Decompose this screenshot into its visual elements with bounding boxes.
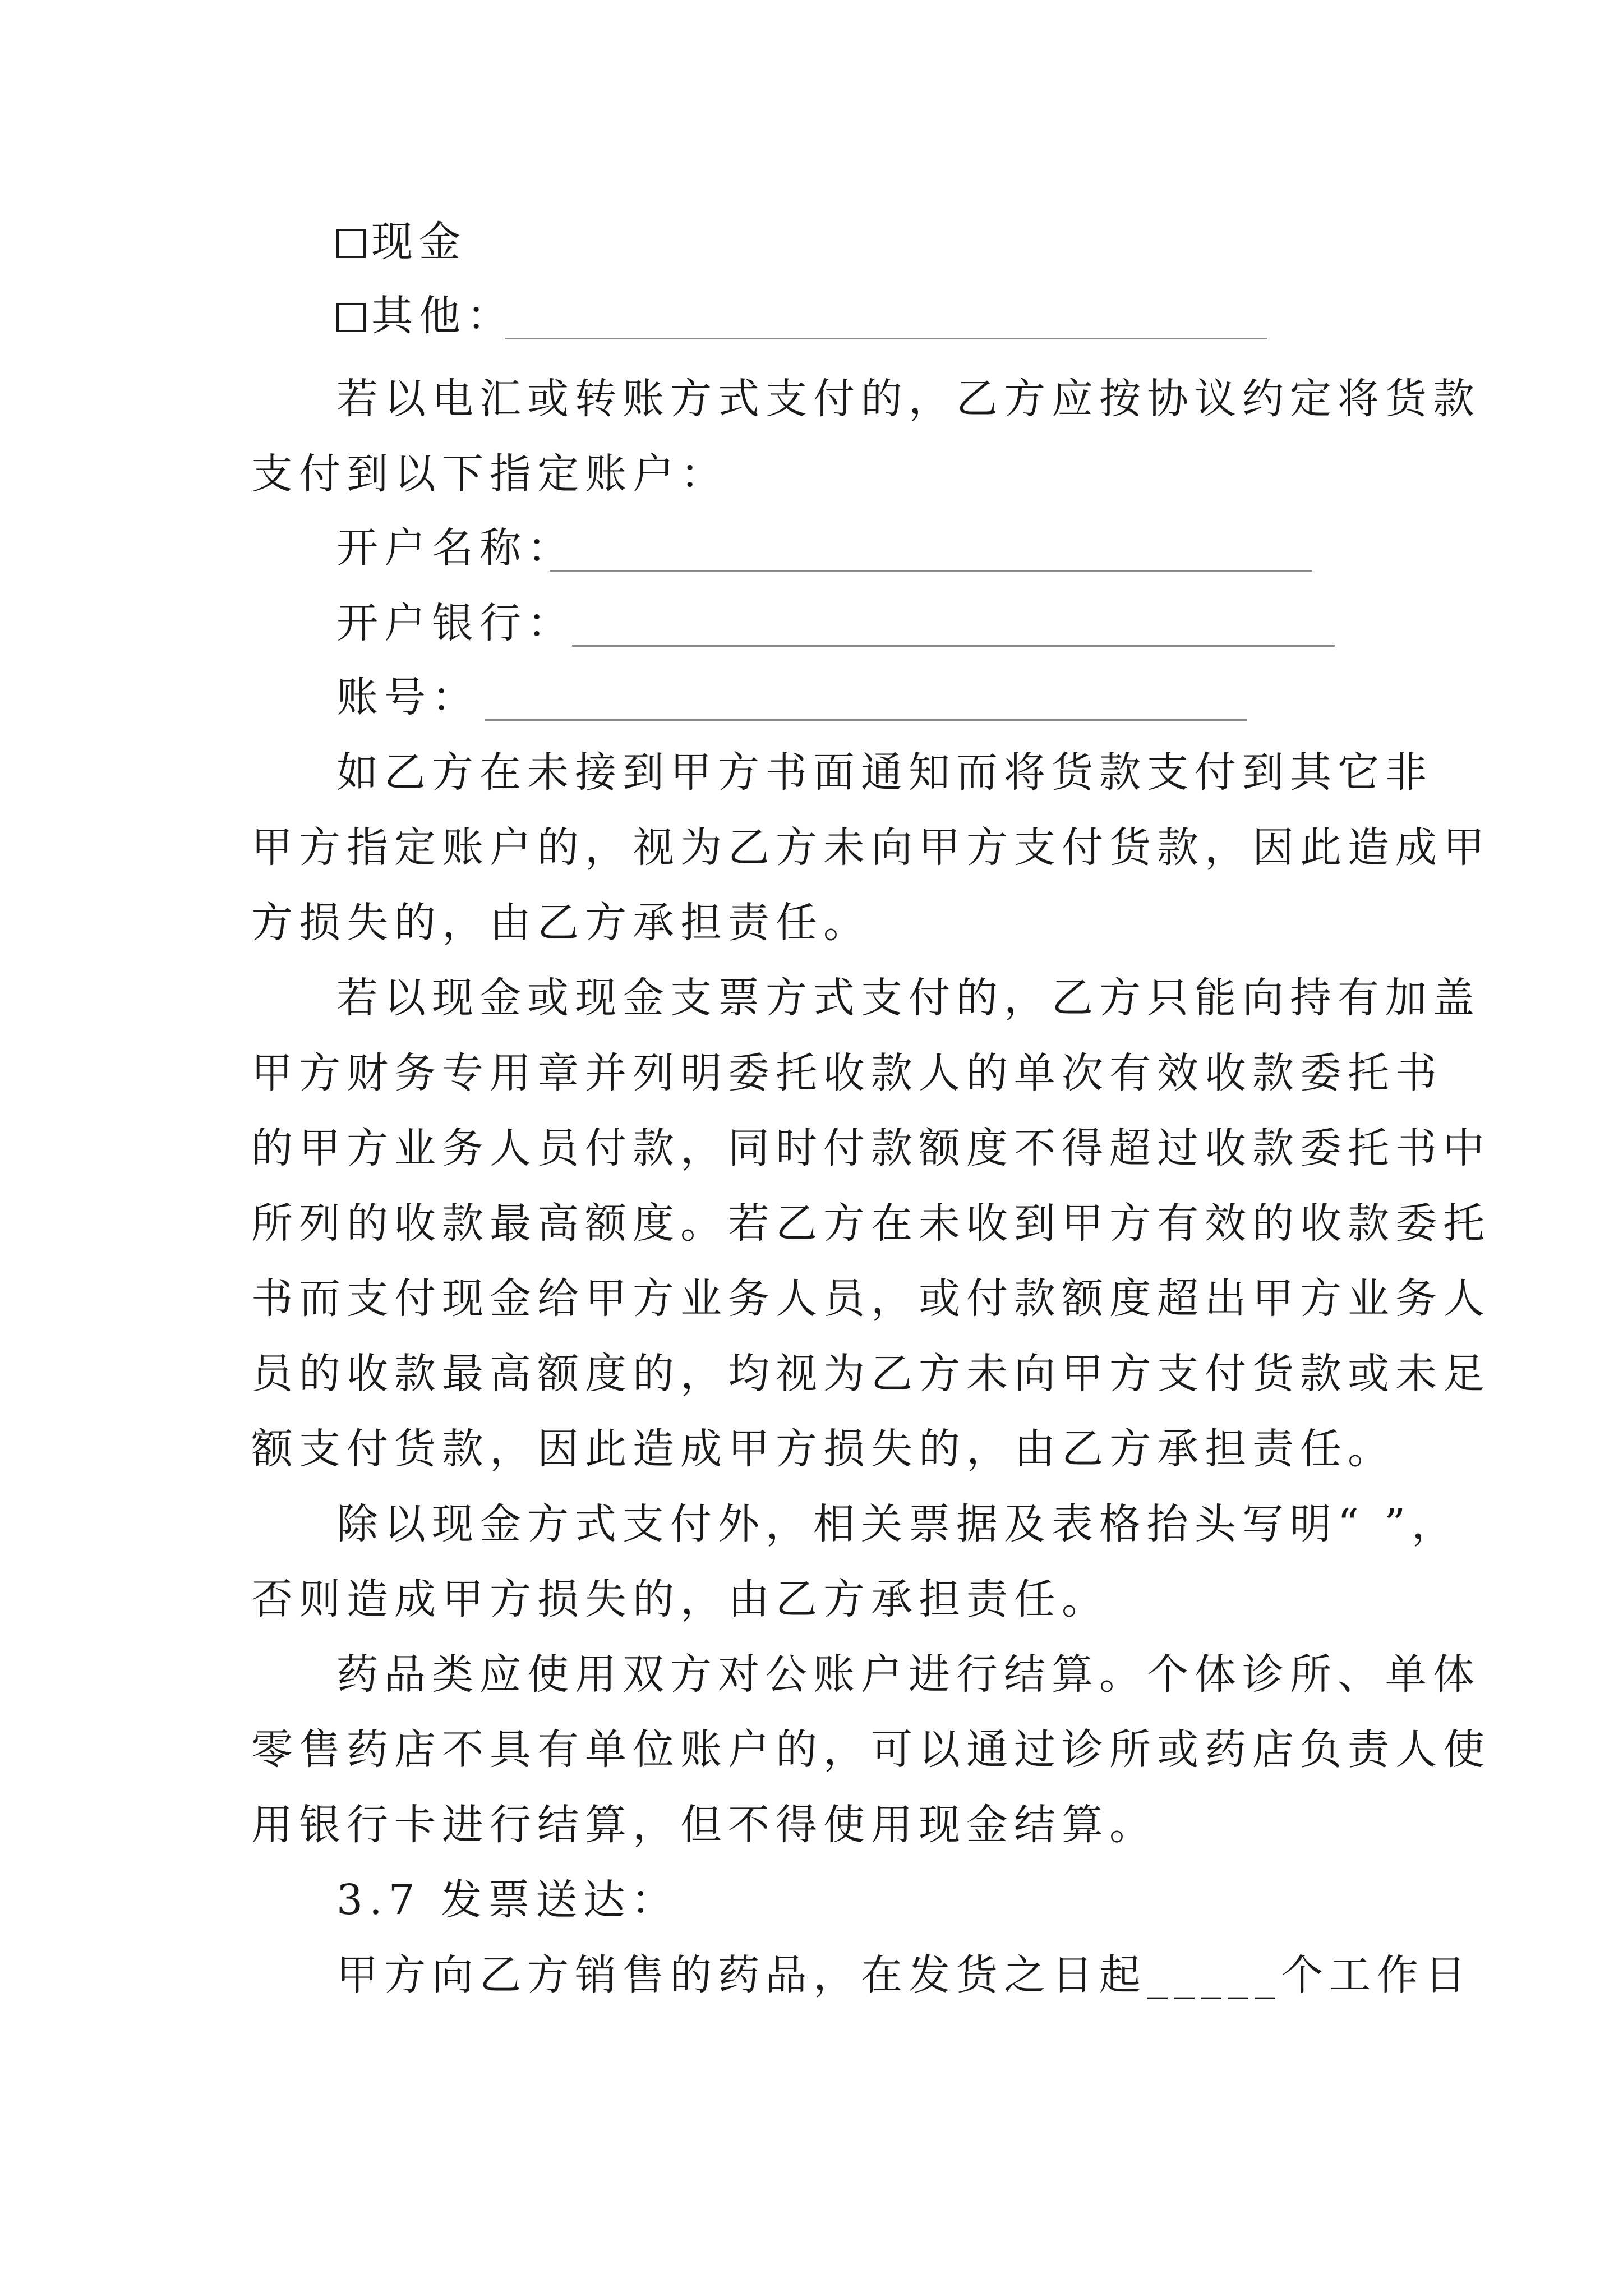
invoice-text-before: 甲方向乙方销售的药品，在发货之日起 (336, 1951, 1147, 1999)
paragraph-line: 如乙方在未接到甲方书面通知而将货款支付到其它非 (336, 748, 1433, 797)
payment-option-label: 现金 (371, 218, 467, 266)
invoice-text-after: 个工作日 (1281, 1951, 1472, 1999)
paragraph-line: 甲方指定账户的，视为乙方未向甲方支付货款，因此造成甲 (251, 823, 1491, 872)
paragraph-line: 否则造成甲方损失的，由乙方承担责任。 (251, 1575, 1109, 1623)
payment-option-cash[interactable] (336, 217, 467, 267)
checkbox-cash[interactable] (336, 229, 366, 258)
bank-name-blank[interactable] (572, 645, 1335, 647)
payment-option-other[interactable] (336, 291, 514, 341)
paragraph-line: 员的收款最高额度的，均视为乙方未向甲方支付货款或未足 (251, 1350, 1491, 1398)
paragraph-line: 若以现金或现金支票方式支付的，乙方只能向持有加盖 (336, 974, 1481, 1022)
checkbox-other[interactable] (336, 303, 366, 332)
account-name-blank[interactable] (550, 570, 1312, 572)
account-number-label: 账号： (336, 673, 479, 721)
paragraph-line: 甲方财务专用章并列明委托收款人的单次有效收款委托书 (251, 1049, 1443, 1097)
paragraph-line: 额支付货款，因此造成甲方损失的，由乙方承担责任。 (251, 1425, 1395, 1473)
paragraph-line: 药品类应使用双方对公账户进行结算。个体诊所、单体 (336, 1650, 1481, 1699)
account-name-label: 开户名称： (336, 524, 575, 572)
other-blank-line[interactable] (505, 338, 1267, 339)
paragraph-line: 用银行卡进行结算，但不得使用现金结算。 (251, 1801, 1157, 1849)
paragraph-line (336, 1950, 1472, 2000)
paragraph-line: 的甲方业务人员付款，同时付款额度不得超过收款委托书中 (251, 1124, 1491, 1172)
paragraph-line: 若以电汇或转账方式支付的，乙方应按协议约定将货款 (336, 375, 1481, 423)
account-number-blank[interactable] (485, 719, 1247, 721)
paragraph-line: 零售药店不具有单位账户的，可以通过诊所或药店负责人使 (251, 1726, 1491, 1774)
payment-option-label: 其他： (371, 292, 514, 340)
paragraph-line: 支付到以下指定账户： (251, 450, 728, 498)
section-heading: 3.7 发票送达： (336, 1876, 679, 1924)
working-days-blank[interactable]: _____ (1147, 1951, 1281, 1999)
paragraph-line: 除以现金方式支付外，相关票据及表格抬头写明“ ”， (336, 1500, 1460, 1548)
paragraph-line: 书而支付现金给甲方业务人员，或付款额度超出甲方业务人 (251, 1274, 1491, 1323)
paragraph-line: 所列的收款最高额度。若乙方在未收到甲方有效的收款委托 (251, 1199, 1491, 1248)
bank-name-label: 开户银行： (336, 599, 575, 647)
paragraph-line: 方损失的，由乙方承担责任。 (251, 899, 871, 947)
